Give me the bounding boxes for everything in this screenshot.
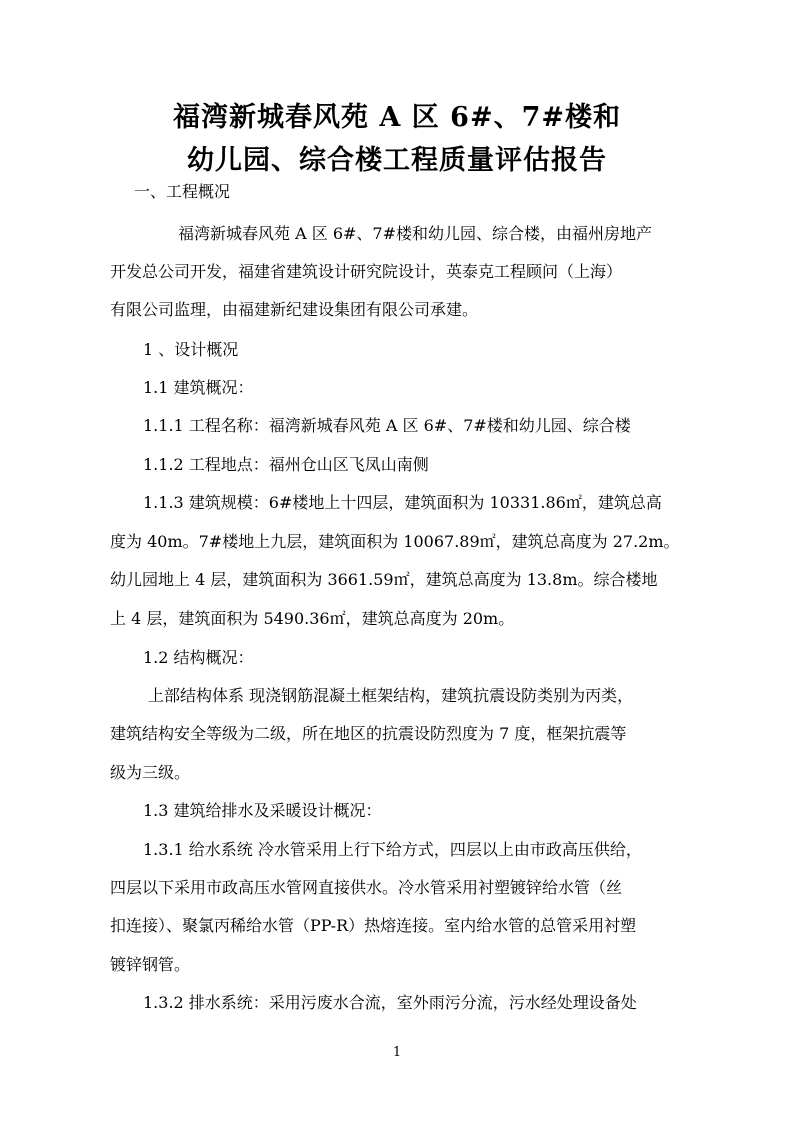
- water-heating-heading: 1.3 建筑给排水及采暖设计概况：: [143, 801, 382, 820]
- scale-line-2: 度为 40m。7#楼地上九层，建筑面积为 10067.89㎡，建筑总高度为 27.2m。: [110, 532, 680, 551]
- structure-line-1: 上部结构体系 现浇钢筋混凝土框架结构，建筑抗震设防类别为丙类，: [148, 686, 634, 705]
- section-heading-overview: 一、工程概况: [134, 182, 231, 201]
- report-title-line-1: 福湾新城春风苑 A 区 6#、7#楼和: [173, 102, 621, 133]
- scale-line-1: 1.1.3 建筑规模：6#楼地上十四层，建筑面积为 10331.86㎡，建筑总高: [143, 493, 662, 512]
- water-supply-line-4: 镀锌钢管。: [110, 955, 191, 974]
- report-title-line-2: 幼儿园、综合楼工程质量评估报告: [187, 145, 607, 176]
- structure-overview-heading: 1.2 结构概况：: [143, 648, 254, 667]
- design-overview-heading: 1 、设计概况: [143, 340, 239, 359]
- scale-line-3: 幼儿园地上 4 层，建筑面积为 3661.59㎡，建筑总高度为 13.8m。综合楼地: [110, 570, 658, 589]
- architecture-overview-heading: 1.1 建筑概况：: [143, 378, 254, 397]
- project-name-item: 1.1.1 工程名称：福湾新城春风苑 A 区 6#、7#楼和幼儿园、综合楼: [143, 416, 631, 435]
- intro-line-1: 福湾新城春风苑 A 区 6#、7#楼和幼儿园、综合楼，由福州房地产: [178, 224, 652, 243]
- intro-line-3: 有限公司监理，由福建新纪建设集团有限公司承建。: [110, 300, 479, 319]
- structure-line-2: 建筑结构安全等级为二级，所在地区的抗震设防烈度为 7 度，框架抗震等: [110, 724, 627, 743]
- scale-line-4: 上 4 层，建筑面积为 5490.36㎡，建筑总高度为 20m。: [110, 609, 515, 628]
- page-number: 1: [392, 1045, 402, 1060]
- water-supply-line-1: 1.3.1 给水系统 冷水管采用上行下给方式，四层以上由市政高压供给，: [143, 840, 642, 859]
- structure-line-3: 级为三级。: [110, 763, 191, 782]
- intro-line-2: 开发总公司开发，福建省建筑设计研究院设计，英泰克工程顾问（上海）: [110, 262, 623, 281]
- project-location-item: 1.1.2 工程地点：福州仓山区飞凤山南侧: [143, 455, 429, 474]
- water-supply-line-3: 扣连接）、聚氯丙稀给水管（PP-R）热熔连接。室内给水管的总管采用衬塑: [110, 916, 637, 935]
- drainage-line-1: 1.3.2 排水系统：采用污废水合流，室外雨污分流，污水经处理设备处: [143, 993, 637, 1012]
- water-supply-line-2: 四层以下采用市政高压水管网直接供水。冷水管采用衬塑镀锌给水管（丝: [110, 878, 623, 897]
